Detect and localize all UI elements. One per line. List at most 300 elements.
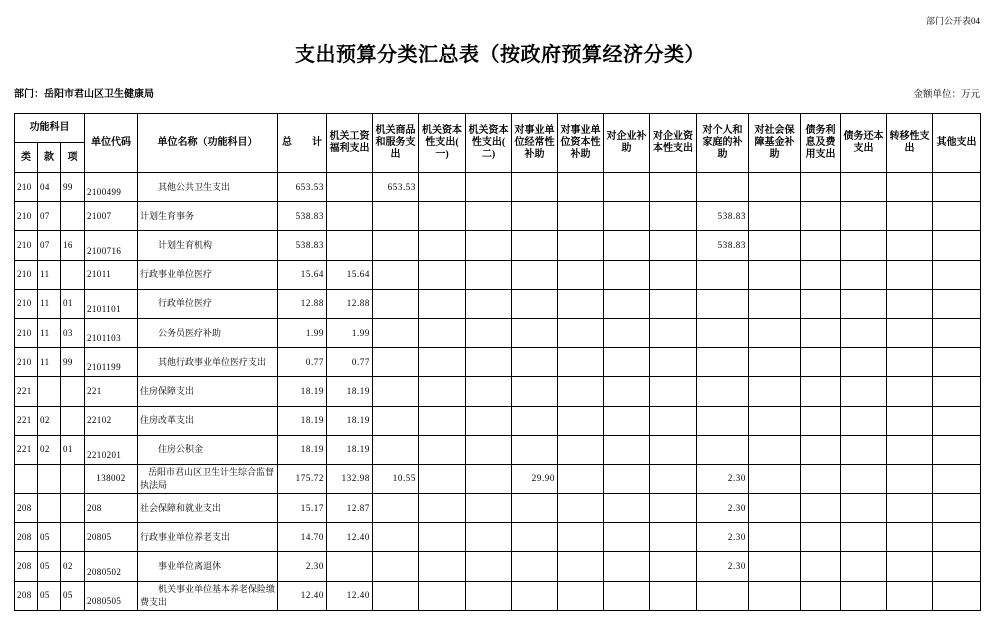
cell-total: 18.19	[278, 406, 327, 435]
cell-kuan	[38, 464, 61, 493]
cell-total: 2.30	[278, 552, 327, 581]
cell-institution-regular-subsidy	[512, 377, 558, 406]
cell-social-security-fund-subsidy	[749, 231, 801, 260]
cell-debt-principal	[841, 348, 887, 377]
cell-transfer	[887, 173, 933, 202]
cell-enterprise-capital	[650, 494, 697, 523]
cell-enterprise-capital	[650, 173, 697, 202]
table-row	[15, 464, 981, 493]
cell-kuan: 04	[38, 173, 61, 202]
cell-capital-1	[419, 377, 466, 406]
cell-capital-1	[419, 318, 466, 347]
amount-unit-label: 金额单位：万元	[913, 90, 980, 100]
table-row	[15, 231, 981, 260]
cell-capital-1	[419, 494, 466, 523]
cell-capital-2	[466, 260, 512, 289]
cell-enterprise-capital	[650, 231, 697, 260]
table-row	[15, 581, 981, 610]
cell-unit-code: 2101101	[85, 289, 138, 318]
table-row	[15, 260, 981, 289]
cell-unit-code: 21007	[85, 202, 138, 231]
cell-lei: 208	[15, 581, 38, 610]
cell-enterprise-subsidy	[604, 202, 650, 231]
cell-debt-interest	[801, 289, 841, 318]
cell-unit-code: 21011	[85, 260, 138, 289]
cell-capital-2	[466, 318, 512, 347]
cell-wage-welfare: 12.40	[327, 581, 373, 610]
cell-kuan	[38, 494, 61, 523]
cell-wage-welfare	[327, 552, 373, 581]
cell-capital-1	[419, 289, 466, 318]
cell-wage-welfare	[327, 231, 373, 260]
header-unit-name: 单位名称（功能科目）	[138, 114, 278, 173]
cell-debt-interest	[801, 406, 841, 435]
cell-wage-welfare: 0.77	[327, 348, 373, 377]
cell-debt-principal	[841, 260, 887, 289]
table-row	[15, 406, 981, 435]
cell-other	[933, 348, 981, 377]
cell-institution-regular-subsidy	[512, 231, 558, 260]
cell-kuan: 02	[38, 406, 61, 435]
cell-unit-name: 行政单位医疗	[138, 289, 278, 318]
header-unit-code: 单位代码	[85, 114, 138, 173]
cell-unit-code: 2100499	[85, 173, 138, 202]
cell-enterprise-capital	[650, 260, 697, 289]
cell-capital-2	[466, 494, 512, 523]
cell-total: 14.70	[278, 523, 327, 552]
cell-personal-family-subsidy	[697, 289, 749, 318]
cell-debt-principal	[841, 435, 887, 464]
cell-xiang: 03	[61, 318, 85, 347]
cell-lei: 210	[15, 173, 38, 202]
cell-unit-name: 计划生育机构	[138, 231, 278, 260]
cell-institution-regular-subsidy	[512, 406, 558, 435]
cell-institution-capital-subsidy	[558, 406, 604, 435]
cell-lei: 210	[15, 348, 38, 377]
cell-total: 0.77	[278, 348, 327, 377]
cell-unit-name: 公务员医疗补助	[138, 318, 278, 347]
cell-capital-1	[419, 260, 466, 289]
cell-institution-regular-subsidy	[512, 289, 558, 318]
cell-wage-welfare: 18.19	[327, 435, 373, 464]
cell-enterprise-subsidy	[604, 435, 650, 464]
cell-personal-family-subsidy	[697, 173, 749, 202]
cell-unit-name: 岳阳市君山区卫生计生综合监督执法局	[138, 464, 278, 493]
cell-lei: 210	[15, 202, 38, 231]
cell-total: 175.72	[278, 464, 327, 493]
cell-institution-regular-subsidy: 29.90	[512, 464, 558, 493]
cell-goods-services	[373, 318, 419, 347]
cell-unit-code: 2101103	[85, 318, 138, 347]
cell-unit-name: 计划生育事务	[138, 202, 278, 231]
cell-enterprise-subsidy	[604, 318, 650, 347]
cell-capital-1	[419, 173, 466, 202]
cell-debt-interest	[801, 552, 841, 581]
cell-unit-name: 机关事业单位基本养老保险缴费支出	[138, 581, 278, 610]
cell-social-security-fund-subsidy	[749, 348, 801, 377]
cell-other	[933, 494, 981, 523]
cell-lei: 210	[15, 318, 38, 347]
cell-institution-capital-subsidy	[558, 173, 604, 202]
cell-goods-services	[373, 523, 419, 552]
cell-enterprise-subsidy	[604, 494, 650, 523]
cell-personal-family-subsidy	[697, 348, 749, 377]
table-row	[15, 289, 981, 318]
cell-social-security-fund-subsidy	[749, 581, 801, 610]
cell-xiang	[61, 406, 85, 435]
cell-unit-code: 221	[85, 377, 138, 406]
cell-unit-code: 2210201	[85, 435, 138, 464]
cell-unit-code: 138002	[85, 464, 138, 493]
header-debt-interest: 债务利息及费用支出	[801, 114, 841, 173]
cell-debt-principal	[841, 406, 887, 435]
cell-institution-capital-subsidy	[558, 377, 604, 406]
cell-capital-2	[466, 173, 512, 202]
cell-xiang: 16	[61, 231, 85, 260]
cell-personal-family-subsidy	[697, 581, 749, 610]
cell-institution-capital-subsidy	[558, 494, 604, 523]
cell-institution-regular-subsidy	[512, 523, 558, 552]
cell-total: 12.88	[278, 289, 327, 318]
cell-debt-principal	[841, 581, 887, 610]
header-social-security-fund-subsidy: 对社会保障基金补助	[749, 114, 801, 173]
cell-debt-interest	[801, 464, 841, 493]
cell-transfer	[887, 494, 933, 523]
cell-debt-principal	[841, 202, 887, 231]
cell-goods-services	[373, 348, 419, 377]
cell-kuan: 07	[38, 202, 61, 231]
cell-personal-family-subsidy	[697, 377, 749, 406]
cell-unit-name: 住房保障支出	[138, 377, 278, 406]
cell-institution-regular-subsidy	[512, 260, 558, 289]
header-other: 其他支出	[933, 114, 981, 173]
cell-personal-family-subsidy: 538.83	[697, 202, 749, 231]
header-enterprise-capital: 对企业资本性支出	[650, 114, 697, 173]
cell-institution-capital-subsidy	[558, 348, 604, 377]
header-enterprise-subsidy: 对企业补助	[604, 114, 650, 173]
cell-unit-code: 22102	[85, 406, 138, 435]
cell-institution-capital-subsidy	[558, 435, 604, 464]
cell-kuan: 11	[38, 260, 61, 289]
cell-personal-family-subsidy	[697, 260, 749, 289]
cell-enterprise-subsidy	[604, 581, 650, 610]
cell-institution-capital-subsidy	[558, 289, 604, 318]
cell-social-security-fund-subsidy	[749, 260, 801, 289]
cell-wage-welfare: 12.88	[327, 289, 373, 318]
cell-other	[933, 435, 981, 464]
cell-lei: 221	[15, 377, 38, 406]
cell-total: 1.99	[278, 318, 327, 347]
cell-transfer	[887, 231, 933, 260]
cell-other	[933, 231, 981, 260]
cell-unit-code: 2080505	[85, 581, 138, 610]
cell-transfer	[887, 435, 933, 464]
cell-institution-capital-subsidy	[558, 260, 604, 289]
cell-social-security-fund-subsidy	[749, 318, 801, 347]
table-row	[15, 494, 981, 523]
cell-capital-1	[419, 202, 466, 231]
cell-goods-services	[373, 435, 419, 464]
cell-enterprise-subsidy	[604, 552, 650, 581]
cell-transfer	[887, 289, 933, 318]
cell-xiang	[61, 523, 85, 552]
header-function-subject: 功能科目	[15, 114, 85, 143]
cell-social-security-fund-subsidy	[749, 464, 801, 493]
cell-transfer	[887, 377, 933, 406]
cell-social-security-fund-subsidy	[749, 289, 801, 318]
cell-total: 18.19	[278, 377, 327, 406]
table-row	[15, 318, 981, 347]
cell-institution-capital-subsidy	[558, 202, 604, 231]
cell-capital-2	[466, 202, 512, 231]
cell-enterprise-subsidy	[604, 231, 650, 260]
cell-debt-interest	[801, 523, 841, 552]
cell-kuan: 11	[38, 289, 61, 318]
cell-enterprise-capital	[650, 435, 697, 464]
cell-debt-interest	[801, 377, 841, 406]
header-transfer: 转移性支出	[887, 114, 933, 173]
cell-debt-principal	[841, 231, 887, 260]
header-goods-services: 机关商品和服务支出	[373, 114, 419, 173]
cell-xiang: 05	[61, 581, 85, 610]
cell-unit-name: 其他行政事业单位医疗支出	[138, 348, 278, 377]
cell-transfer	[887, 202, 933, 231]
cell-enterprise-capital	[650, 406, 697, 435]
header-personal-family-subsidy: 对个人和家庭的补助	[697, 114, 749, 173]
cell-xiang	[61, 464, 85, 493]
cell-other	[933, 581, 981, 610]
cell-enterprise-subsidy	[604, 523, 650, 552]
header-institution-regular-subsidy: 对事业单位经常性补助	[512, 114, 558, 173]
table-row	[15, 202, 981, 231]
cell-personal-family-subsidy	[697, 435, 749, 464]
table-row	[15, 377, 981, 406]
cell-social-security-fund-subsidy	[749, 523, 801, 552]
cell-xiang	[61, 202, 85, 231]
cell-transfer	[887, 348, 933, 377]
cell-lei	[15, 464, 38, 493]
cell-goods-services	[373, 231, 419, 260]
cell-debt-interest	[801, 494, 841, 523]
cell-enterprise-capital	[650, 348, 697, 377]
cell-enterprise-capital	[650, 523, 697, 552]
expenditure-table	[14, 113, 981, 611]
table-header	[15, 114, 981, 173]
cell-xiang	[61, 377, 85, 406]
cell-total: 538.83	[278, 231, 327, 260]
table-row	[15, 435, 981, 464]
cell-wage-welfare	[327, 173, 373, 202]
cell-lei: 208	[15, 552, 38, 581]
header-debt-principal: 债务还本支出	[841, 114, 887, 173]
table-row	[15, 173, 981, 202]
cell-capital-1	[419, 523, 466, 552]
cell-enterprise-capital	[650, 464, 697, 493]
cell-capital-2	[466, 377, 512, 406]
cell-debt-interest	[801, 231, 841, 260]
cell-capital-2	[466, 552, 512, 581]
cell-kuan: 05	[38, 552, 61, 581]
cell-debt-interest	[801, 260, 841, 289]
cell-personal-family-subsidy: 538.83	[697, 231, 749, 260]
cell-enterprise-capital	[650, 377, 697, 406]
cell-goods-services	[373, 260, 419, 289]
cell-social-security-fund-subsidy	[749, 494, 801, 523]
department-label: 部门：岳阳市君山区卫生健康局	[14, 89, 154, 100]
cell-unit-code: 2101199	[85, 348, 138, 377]
cell-other	[933, 552, 981, 581]
cell-goods-services: 653.53	[373, 173, 419, 202]
cell-lei: 221	[15, 406, 38, 435]
cell-capital-2	[466, 435, 512, 464]
cell-kuan: 05	[38, 523, 61, 552]
cell-goods-services	[373, 202, 419, 231]
cell-unit-name: 行政事业单位医疗	[138, 260, 278, 289]
cell-lei: 221	[15, 435, 38, 464]
cell-debt-interest	[801, 318, 841, 347]
page-title: 支出预算分类汇总表（按政府预算经济分类）	[295, 44, 705, 66]
cell-transfer	[887, 318, 933, 347]
cell-xiang: 01	[61, 289, 85, 318]
cell-debt-principal	[841, 318, 887, 347]
cell-personal-family-subsidy: 2.30	[697, 523, 749, 552]
cell-kuan: 11	[38, 318, 61, 347]
cell-personal-family-subsidy: 2.30	[697, 464, 749, 493]
cell-unit-name: 事业单位离退休	[138, 552, 278, 581]
cell-social-security-fund-subsidy	[749, 552, 801, 581]
cell-total: 15.17	[278, 494, 327, 523]
form-code: 部门公开表04	[925, 16, 980, 26]
header-total: 总 计	[278, 114, 327, 173]
cell-personal-family-subsidy	[697, 318, 749, 347]
cell-debt-interest	[801, 435, 841, 464]
cell-debt-principal	[841, 377, 887, 406]
cell-debt-interest	[801, 202, 841, 231]
cell-total: 18.19	[278, 435, 327, 464]
cell-other	[933, 289, 981, 318]
cell-enterprise-subsidy	[604, 260, 650, 289]
cell-institution-capital-subsidy	[558, 231, 604, 260]
cell-other	[933, 523, 981, 552]
cell-capital-1	[419, 348, 466, 377]
cell-institution-capital-subsidy	[558, 552, 604, 581]
cell-unit-name: 住房公积金	[138, 435, 278, 464]
cell-unit-code: 2100716	[85, 231, 138, 260]
cell-social-security-fund-subsidy	[749, 173, 801, 202]
cell-kuan: 11	[38, 348, 61, 377]
cell-debt-interest	[801, 581, 841, 610]
cell-wage-welfare: 12.87	[327, 494, 373, 523]
cell-transfer	[887, 406, 933, 435]
table-row	[15, 348, 981, 377]
cell-wage-welfare: 18.19	[327, 377, 373, 406]
cell-debt-principal	[841, 523, 887, 552]
cell-social-security-fund-subsidy	[749, 435, 801, 464]
cell-enterprise-subsidy	[604, 289, 650, 318]
cell-transfer	[887, 581, 933, 610]
cell-xiang	[61, 260, 85, 289]
cell-other	[933, 406, 981, 435]
cell-institution-regular-subsidy	[512, 581, 558, 610]
cell-kuan: 07	[38, 231, 61, 260]
cell-goods-services	[373, 581, 419, 610]
cell-institution-regular-subsidy	[512, 318, 558, 347]
cell-total: 12.40	[278, 581, 327, 610]
cell-xiang: 99	[61, 173, 85, 202]
cell-lei: 210	[15, 289, 38, 318]
cell-social-security-fund-subsidy	[749, 202, 801, 231]
cell-lei: 210	[15, 260, 38, 289]
cell-wage-welfare: 132.98	[327, 464, 373, 493]
cell-debt-principal	[841, 173, 887, 202]
table-body	[15, 173, 981, 611]
table-row	[15, 552, 981, 581]
cell-institution-regular-subsidy	[512, 173, 558, 202]
cell-goods-services	[373, 552, 419, 581]
cell-transfer	[887, 260, 933, 289]
cell-kuan: 02	[38, 435, 61, 464]
cell-capital-1	[419, 464, 466, 493]
cell-goods-services	[373, 377, 419, 406]
cell-capital-1	[419, 406, 466, 435]
cell-unit-code: 20805	[85, 523, 138, 552]
cell-wage-welfare: 1.99	[327, 318, 373, 347]
cell-wage-welfare: 15.64	[327, 260, 373, 289]
cell-kuan: 05	[38, 581, 61, 610]
cell-total: 15.64	[278, 260, 327, 289]
header-institution-capital-subsidy: 对事业单位资本性补助	[558, 114, 604, 173]
cell-capital-1	[419, 435, 466, 464]
cell-personal-family-subsidy: 2.30	[697, 552, 749, 581]
cell-institution-regular-subsidy	[512, 202, 558, 231]
cell-enterprise-subsidy	[604, 348, 650, 377]
cell-enterprise-subsidy	[604, 406, 650, 435]
cell-other	[933, 202, 981, 231]
cell-wage-welfare: 12.40	[327, 523, 373, 552]
header-lei: 类	[15, 143, 38, 173]
cell-capital-1	[419, 552, 466, 581]
cell-unit-name: 其他公共卫生支出	[138, 173, 278, 202]
cell-capital-2	[466, 406, 512, 435]
cell-transfer	[887, 464, 933, 493]
cell-goods-services	[373, 406, 419, 435]
cell-debt-principal	[841, 464, 887, 493]
cell-xiang: 01	[61, 435, 85, 464]
header-capital-1: 机关资本性支出(一)	[419, 114, 466, 173]
cell-institution-capital-subsidy	[558, 523, 604, 552]
cell-xiang: 02	[61, 552, 85, 581]
cell-transfer	[887, 552, 933, 581]
header-kuan: 款	[38, 143, 61, 173]
cell-wage-welfare: 18.19	[327, 406, 373, 435]
table-row	[15, 523, 981, 552]
cell-unit-code: 208	[85, 494, 138, 523]
cell-enterprise-subsidy	[604, 464, 650, 493]
cell-capital-2	[466, 581, 512, 610]
cell-debt-principal	[841, 289, 887, 318]
cell-xiang: 99	[61, 348, 85, 377]
cell-unit-name: 行政事业单位养老支出	[138, 523, 278, 552]
cell-kuan	[38, 377, 61, 406]
cell-capital-2	[466, 289, 512, 318]
cell-wage-welfare	[327, 202, 373, 231]
cell-lei: 210	[15, 231, 38, 260]
cell-institution-regular-subsidy	[512, 494, 558, 523]
cell-enterprise-capital	[650, 581, 697, 610]
header-capital-2: 机关资本性支出(二)	[466, 114, 512, 173]
cell-transfer	[887, 523, 933, 552]
cell-institution-capital-subsidy	[558, 581, 604, 610]
